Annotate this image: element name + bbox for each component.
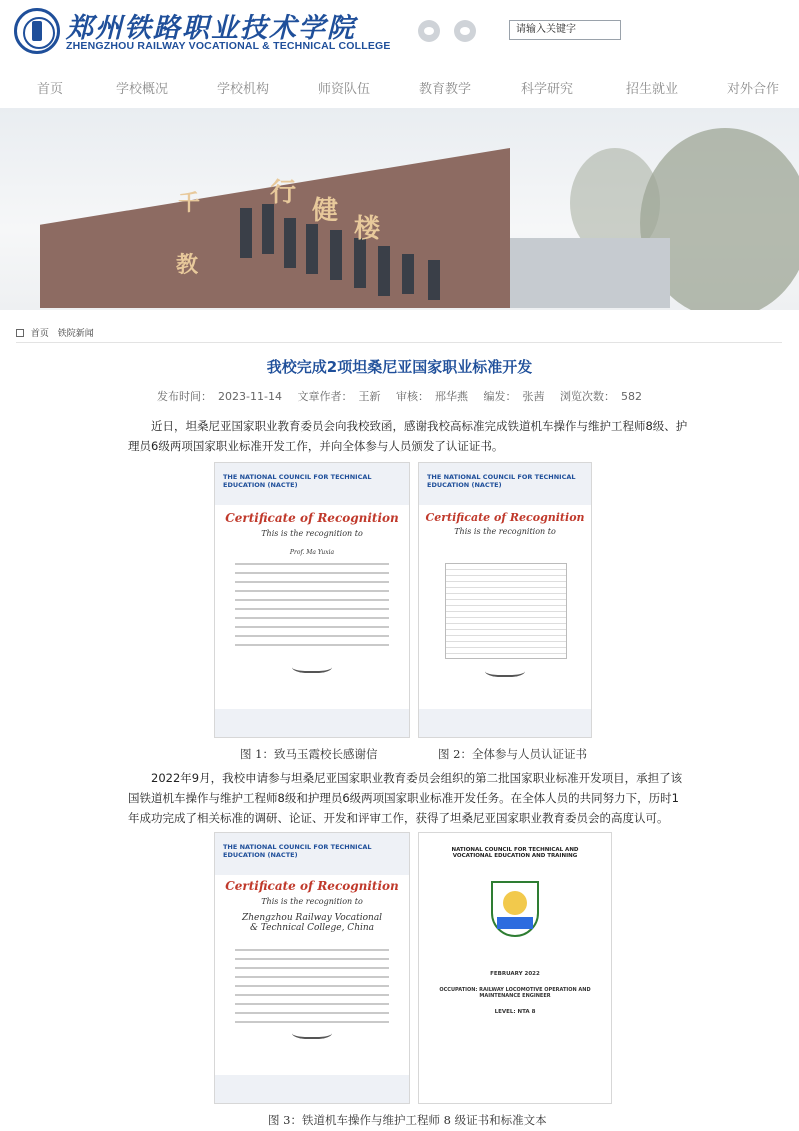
cert-subtitle: This is the recognition to bbox=[261, 529, 363, 538]
building-window bbox=[330, 230, 342, 280]
certificate-image[interactable] bbox=[214, 462, 410, 738]
cert-body-text bbox=[235, 563, 389, 653]
nav-item-departments[interactable]: 学校机构 bbox=[217, 82, 270, 97]
college-name-cn[interactable]: 郑州铁路职业技术学院 bbox=[66, 13, 356, 44]
cert-org-name: THE NATIONAL COUNCIL FOR TECHNICAL EDUCATION (NACTE) bbox=[427, 473, 576, 489]
cert-person: Prof. Ma Yuxia bbox=[289, 549, 335, 556]
building-sign-char: 行 bbox=[270, 178, 297, 208]
cert-recipient: Zhengzhou Railway Vocational & Technical College, China bbox=[241, 913, 383, 933]
nav-item-international[interactable]: 对外合作 bbox=[727, 82, 780, 97]
cert-subtitle: This is the recognition to bbox=[454, 527, 556, 536]
home-icon bbox=[16, 329, 24, 337]
views-label: 浏览次数： bbox=[559, 390, 615, 403]
certificate-image[interactable] bbox=[418, 462, 592, 738]
nav-item-research[interactable]: 科学研究 bbox=[521, 82, 574, 97]
cert-header-band bbox=[215, 463, 409, 505]
cert-subtitle: This is the recognition to bbox=[261, 897, 363, 906]
editor: 张茜 bbox=[522, 390, 545, 403]
building-window bbox=[378, 246, 390, 296]
article-meta bbox=[0, 388, 799, 404]
participants-table bbox=[445, 563, 567, 659]
figure-caption: 图 1：致马玉霞校长感谢信 bbox=[240, 747, 378, 761]
cert-title: Certificate of Recognition bbox=[225, 511, 399, 525]
article-paragraph: 2022年9月，我校申请参与坦桑尼亚国家职业教育委员会组织的第二批国家职业标准开发项目，承担了该国铁道机车操作与维护工程师8级和护理员6级两项国家职业标准开发任务。在全体人员的共同努力下，历时1年成功完成了相关标准的调研、论证、开发和评审工作，获得了坦桑尼亚国家职业教育委员会的高度认可。 bbox=[128, 771, 683, 825]
signature bbox=[292, 1025, 332, 1039]
wechat-icon[interactable] bbox=[418, 20, 440, 42]
building-sign-char: 健 bbox=[312, 196, 339, 226]
building-window bbox=[428, 260, 440, 300]
nav-item-education[interactable]: 教育教学 bbox=[419, 82, 472, 97]
side-building bbox=[510, 238, 670, 308]
building-sign-char: 教 bbox=[176, 252, 199, 278]
building-sign-char: 楼 bbox=[354, 214, 381, 244]
author: 王新 bbox=[358, 390, 381, 403]
nav-item-admissions[interactable]: 招生就业 bbox=[626, 82, 679, 97]
college-emblem-icon[interactable] bbox=[14, 8, 60, 54]
nav-item-faculty[interactable]: 师资队伍 bbox=[318, 82, 371, 97]
building-window bbox=[354, 238, 366, 288]
view-count: 582 bbox=[620, 390, 642, 403]
doc-header: NATIONAL COUNCIL FOR TECHNICAL AND VOCATIONAL EDUCATION AND TRAINING bbox=[451, 847, 579, 859]
building-window bbox=[262, 204, 274, 254]
date-label: 发布时间： bbox=[157, 390, 213, 403]
building-window bbox=[284, 218, 296, 268]
cert-footer-band bbox=[215, 1075, 409, 1103]
site-header bbox=[0, 0, 799, 64]
cert-org-name: THE NATIONAL COUNCIL FOR TECHNICAL EDUCATION (NACTE) bbox=[223, 473, 372, 489]
breadcrumb-section[interactable]: 铁院新闻 bbox=[57, 329, 94, 339]
cert-org-name: THE NATIONAL COUNCIL FOR TECHNICAL EDUCATION (NACTE) bbox=[223, 843, 372, 859]
college-name-en: ZHENGZHOU RAILWAY VOCATIONAL & TECHNICAL COLLEGE bbox=[66, 40, 391, 52]
certificate-image[interactable] bbox=[214, 832, 410, 1104]
building-window bbox=[306, 224, 318, 274]
cert-body-text bbox=[235, 949, 389, 1030]
cert-footer-band bbox=[215, 709, 409, 737]
crest-icon bbox=[491, 881, 539, 937]
editor-label: 编发： bbox=[483, 390, 517, 403]
doc-date: FEBRUARY 2022 bbox=[490, 971, 540, 977]
article-title: 我校完成2项坦桑尼亚国家职业标准开发 bbox=[266, 358, 533, 376]
figure-caption: 图 2：全体参与人员认证证书 bbox=[438, 747, 587, 761]
building-sign-char: 千 bbox=[178, 190, 201, 216]
weibo-icon[interactable] bbox=[454, 20, 476, 42]
article-paragraph: 近日，坦桑尼亚国家职业教育委员会向我校致函，感谢我校高标准完成铁道机车操作与维护工程师8级、护理员6级两项国家职业标准开发工作，并向全体参与人员颁发了认证证书。 bbox=[128, 419, 688, 453]
divider bbox=[16, 342, 782, 343]
figure-caption: 图 3：铁道机车操作与维护工程师 8 级证书和标准文本 bbox=[268, 1113, 547, 1127]
campus-banner-image bbox=[0, 108, 799, 310]
nav-item-overview[interactable]: 学校概况 bbox=[116, 82, 169, 97]
signature bbox=[292, 659, 332, 673]
building-window bbox=[402, 254, 414, 294]
cert-header-band bbox=[215, 833, 409, 875]
breadcrumb-home[interactable]: 首页 bbox=[30, 329, 49, 339]
cert-title: Certificate of Recognition bbox=[225, 879, 399, 893]
building-window bbox=[240, 208, 252, 258]
cert-footer-band bbox=[419, 709, 591, 737]
doc-occupation: OCCUPATION: RAILWAY LOCOMOTIVE OPERATION AND MAINTENANCE ENGINEER bbox=[439, 987, 591, 999]
publish-date: 2023-11-14 bbox=[218, 390, 282, 403]
reviewer-label: 审核： bbox=[395, 390, 429, 403]
nav-item-home[interactable]: 首页 bbox=[37, 82, 64, 97]
search-input[interactable]: 请输入关键字 bbox=[509, 20, 621, 40]
cert-header-band bbox=[419, 463, 591, 505]
standard-document-image[interactable] bbox=[418, 832, 612, 1104]
main-nav bbox=[0, 72, 799, 102]
reviewer: 邢华燕 bbox=[434, 390, 468, 403]
breadcrumb bbox=[16, 326, 94, 339]
author-label: 文章作者： bbox=[297, 390, 353, 403]
cert-title: Certificate of Recognition bbox=[425, 511, 585, 524]
signature bbox=[485, 663, 525, 677]
doc-level: LEVEL: NTA 8 bbox=[494, 1009, 536, 1015]
